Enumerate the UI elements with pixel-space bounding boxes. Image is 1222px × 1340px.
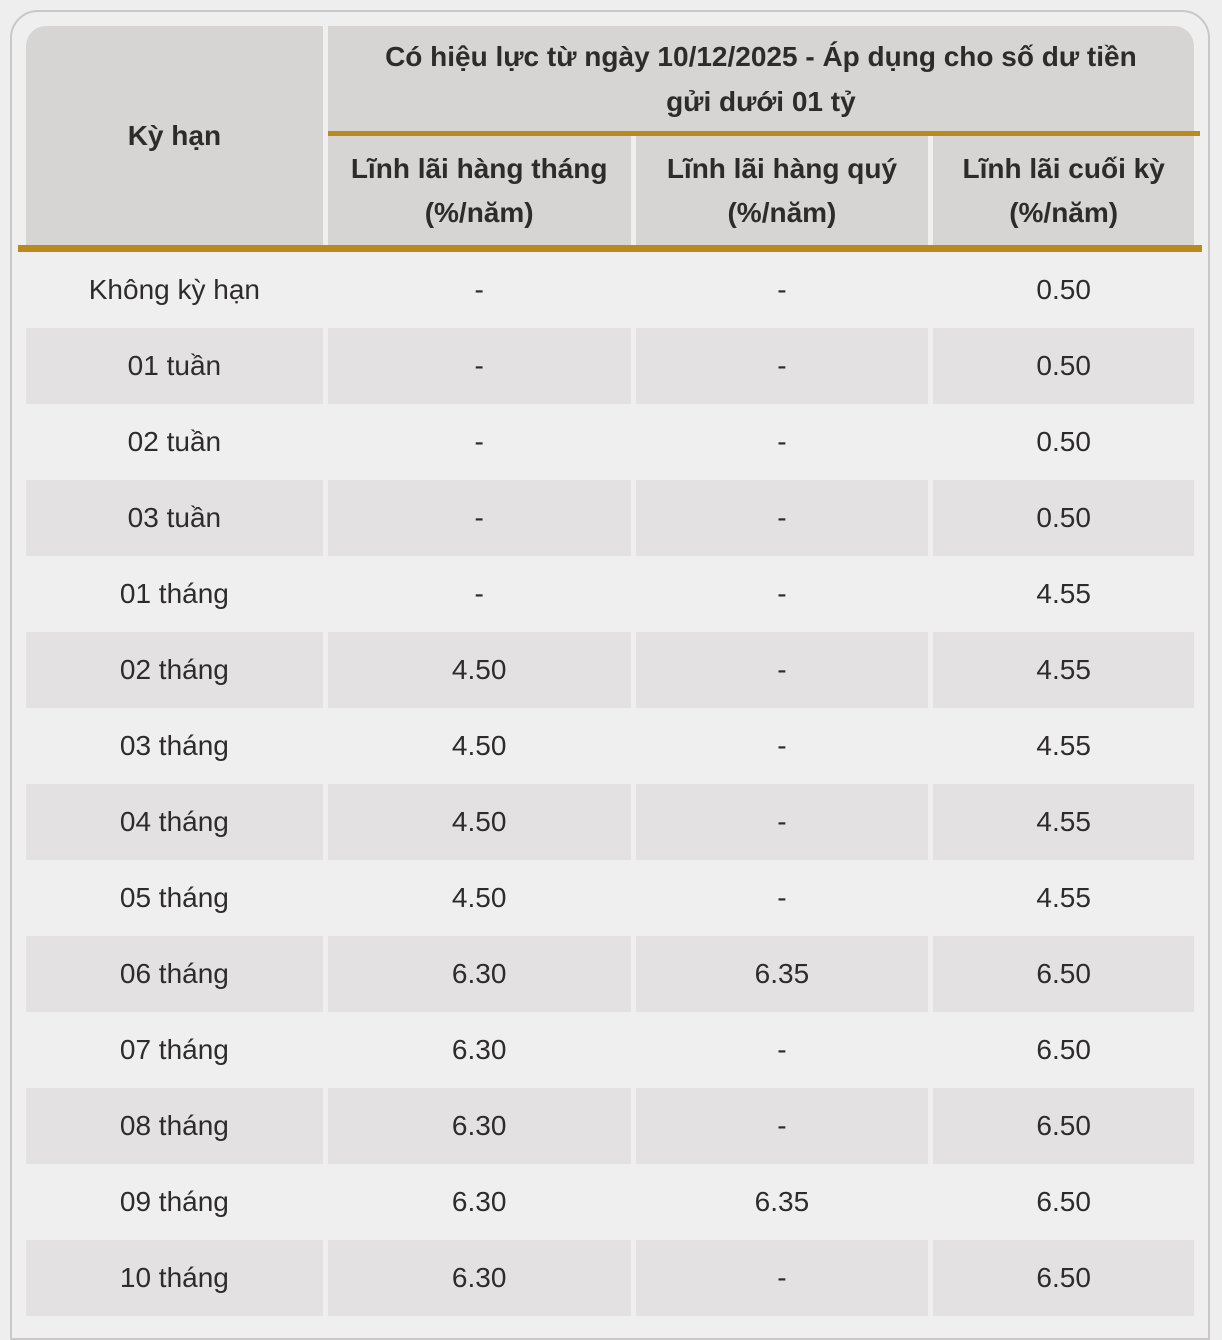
term-cell: 01 tháng: [119, 578, 229, 609]
rate-cell: -: [636, 784, 929, 860]
rate-cell: -: [474, 426, 484, 457]
rate-cell: -: [777, 274, 787, 305]
rate-cell: 4.50: [328, 632, 631, 708]
rate-cell: 0.50: [933, 328, 1194, 404]
rate-cell: 6.50: [933, 1240, 1194, 1316]
header-bottom-rule: [18, 245, 1202, 252]
rate-cell: -: [777, 882, 787, 913]
rate-cell: -: [777, 578, 787, 609]
term-cell: 06 tháng: [26, 936, 323, 1012]
rate-cell: 6.50: [933, 936, 1194, 1012]
rate-cell: -: [777, 426, 787, 457]
rate-cell: 0.50: [933, 480, 1194, 556]
term-cell: 09 tháng: [119, 1186, 229, 1217]
rate-cell: 6.30: [451, 1034, 507, 1065]
term-cell: 02 tháng: [26, 632, 323, 708]
rate-cell: 6.50: [1036, 1186, 1091, 1217]
column-header-end-of-term: [933, 136, 1194, 245]
rate-cell: -: [636, 328, 929, 404]
interest-rate-table: [26, 26, 1194, 1316]
rate-cell: 6.50: [1036, 1034, 1091, 1065]
rate-cell: -: [636, 1240, 929, 1316]
rate-cell: 4.50: [451, 882, 507, 913]
term-column-header: Kỳ hạn: [26, 26, 323, 245]
rate-cell: 0.50: [1036, 274, 1091, 305]
rate-cell: 0.50: [1036, 426, 1091, 457]
rate-cell: -: [474, 274, 484, 305]
rate-cell: 4.55: [933, 784, 1194, 860]
rate-cell: 6.30: [328, 936, 631, 1012]
rate-cell: -: [328, 480, 631, 556]
rate-cell: -: [777, 1034, 787, 1065]
term-cell: 01 tuần: [26, 328, 323, 404]
interest-rate-table-card: [10, 10, 1210, 1340]
column-header-end-of-term-unit: (%/năm): [1009, 196, 1119, 228]
term-cell: 07 tháng: [119, 1034, 229, 1065]
term-cell: 02 tuần: [127, 426, 222, 457]
term-cell: 03 tuần: [26, 480, 323, 556]
term-cell: Không kỳ hạn: [88, 274, 260, 305]
rate-cell: 6.30: [328, 1088, 631, 1164]
rate-cell: -: [777, 730, 787, 761]
rate-cell: -: [328, 328, 631, 404]
rate-cell: 4.55: [1036, 730, 1091, 761]
column-header-quarterly: [636, 136, 929, 245]
rate-cell: 6.35: [636, 936, 929, 1012]
rate-cell: -: [636, 632, 929, 708]
term-cell: 03 tháng: [119, 730, 229, 761]
rate-cell: 4.50: [328, 784, 631, 860]
column-header-end-of-term-label: Lĩnh lãi cuối kỳ: [962, 152, 1165, 184]
term-cell: 08 tháng: [26, 1088, 323, 1164]
column-header-quarterly-label: Lĩnh lãi hàng quý: [666, 152, 898, 184]
rate-cell: 6.30: [451, 1186, 507, 1217]
rate-cell: -: [474, 578, 484, 609]
term-cell: 04 tháng: [26, 784, 323, 860]
column-header-monthly-label: Lĩnh lãi hàng tháng: [350, 152, 608, 184]
rate-cell: 6.50: [933, 1088, 1194, 1164]
rate-cell: 4.55: [933, 632, 1194, 708]
effective-date-header: Có hiệu lực từ ngày 10/12/2025 - Áp dụng cho số dư tiền gửi dưới 01 tỷ: [328, 26, 1194, 131]
rate-cell: 6.35: [754, 1186, 810, 1217]
rate-cell: 4.50: [451, 730, 507, 761]
term-cell: 10 tháng: [26, 1240, 323, 1316]
column-header-quarterly-unit: (%/năm): [727, 196, 837, 228]
rate-cell: 6.30: [328, 1240, 631, 1316]
term-cell: 05 tháng: [119, 882, 229, 913]
rate-cell: -: [636, 480, 929, 556]
rate-cell: 4.55: [1036, 882, 1091, 913]
rate-cell: 4.55: [1036, 578, 1091, 609]
rate-cell: -: [636, 1088, 929, 1164]
column-header-monthly: [328, 136, 631, 245]
column-header-monthly-unit: (%/năm): [424, 196, 534, 228]
